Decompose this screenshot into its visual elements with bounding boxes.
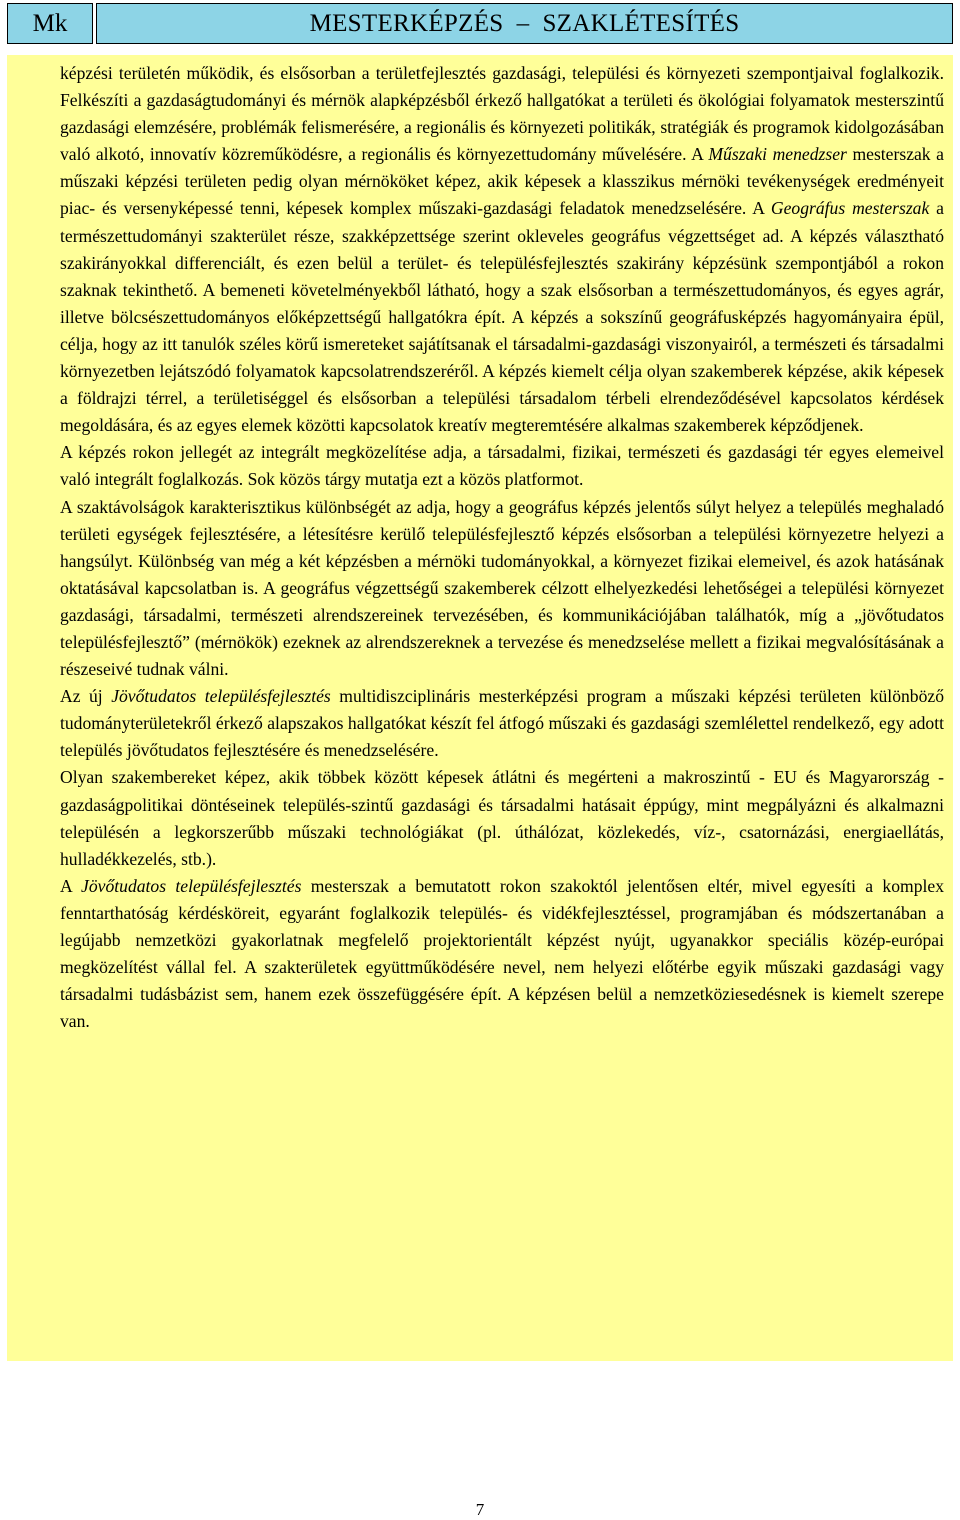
paragraph: [60, 494, 944, 684]
text-run: Olyan szakembereket képez, akik többek között képesek átlátni és megérteni a makroszintű - EU és Magyarország - gazdaságpolitikai döntéseinek település-szintű gazdasági és társadalmi hatásait éppúgy, mint megpályázni és alkalmazni településén a legkorszerűbb műszaki technológiákat (pl. úthálózat, közlekedés, víz-, csatornázási, energiaellátás, hulladékkezelés, stb.).: [60, 767, 944, 869]
text-run: A képzés rokon jellegét az integrált megközelítése adja, a társadalmi, fizikai, természeti és gazdasági tér egyes elemeivel való integrált foglalkozás. Sok közös tárgy mutatja ezt a közös platformot.: [60, 442, 944, 490]
text-run: mesterszak a bemutatott rokon szakoktól jelentősen eltér, mivel egyesíti a komplex fenntarthatóság kérdésköreit, egyaránt foglalkozik település- és vidékfejlesztéssel, programjában és módszertanában a legújabb nemzetközi gyakorlatnak megfelelő projektorientált képzést nyújt, ugyanakkor speciális közép-európai megközelítést vállal fel. A szakterületek együttműködésére nevel, nem helyezi előtérbe egyik műszaki gazdasági vagy társadalmi tudásbázist sem, hanem ezek összefüggésére épít. A képzésen belül a nemzetköziesedésnek is kiemelt szerepe van.: [60, 875, 944, 1032]
paragraph: [60, 439, 944, 493]
italic-term: Műszaki menedzser: [708, 144, 847, 165]
paragraph: [60, 60, 944, 439]
highlighted-content-area: [7, 55, 953, 1361]
italic-term: Jövőtudatos településfejlesztés: [111, 686, 331, 707]
text-run: A: [60, 875, 82, 896]
paragraph: [60, 873, 944, 1036]
text-run: a természettudományi szakterület része, szakképzettsége szerint okleveles geográfus végzettséget ad. A képzés választható szakirányokkal differenciált, és ezen belül a terület- és településfejlesztés szakirány képzésünk szempontjából a rokon szaknak tekinthető. A bemeneti követelményekből látható, hogy a szak elsősorban a természettudományos, és egyes agrár, illetve bölcsészettudományos előképzettségű hallgatókra épít. A képzés a sokszínű geográfusképzés hagyományaira épül, célja, hogy az itt tanulók széles körű ismereteket sajátítsanak el társadalmi-gazdasági viszonyairól, a természeti és társadalmi környezetben lejátszódó folyamatok kapcsolatrendszeréről. A képzés kiemelt célja olyan szakemberek képzése, akik képesek a földrajzi térrel, a területiséggel és elsősorban a települési társadalom térbeli elrendeződésével kapcsolatos kérdések megoldására, és az egyes elemek közötti kapcsolatok kreatív megteremtésére alkalmas szakemberek képződjenek.: [60, 198, 944, 436]
header-code-box: Mk: [7, 3, 93, 44]
text-run: mesterszak a műszaki képzési területen pedig olyan mérnököket képez, akik képesek a klasszikus mérnöki tevékenységek eredményeit piac- és versenyképessé tenni, képesek komplex műszaki-gazdasági feladatok menedzselésére. A: [60, 144, 944, 219]
italic-term: Geográfus mesterszak: [770, 198, 930, 219]
text-run: multidiszciplináris mesterképzési program a műszaki képzési területen különböző tudományterületekről érkező alapszakos hallgatókat készít fel átfogó műszaki és gazdasági szemlélettel rendelkező, egy adott település jövőtudatos fejlesztésére és menedzselésére.: [60, 686, 944, 761]
body-text: [60, 60, 944, 1035]
paragraph: [60, 683, 944, 764]
text-run: A szaktávolságok karakterisztikus különbségét az adja, hogy a geográfus képzés jelentős súlyt helyez a település meghaladó területi egységek fejlesztésére, a létesítésre kerülő településfejlesztő képzés elsősorban a települési környezetre helyezi a hangsúlyt. Különbség van még a két képzésben a mérnöki tudományokkal, a környezet fizikai elemeivel, és azok hatásának oktatásával kapcsolatban is. A geográfus végzettségű szakemberek célzott elhelyezkedési lehetőségei a települési környezet gazdasági, társadalmi, természeti alrendszereinek tervezésében, és kommunikációjában találhatók, míg a „jövőtudatos településfejlesztő” (mérnökök) ezeknek az alrendszereknek a tervezése és menedzselése mellett a fizikai megvalósításának a részeseivé tudnak válni.: [60, 496, 944, 680]
page-header: [7, 3, 953, 44]
text-run: képzési területén működik, és elsősorban a területfejlesztés gazdasági, települési és környezeti szempontjaival foglalkozik. Felkészíti a gazdaságtudományi és mérnök alapképzésből érkező hallgatókat a területi és ökológiai folyamatok mesterszintű gazdasági elemzésére, problémák felismerésére, a regionális és környezeti politikák, stratégiák és programok kidolgozásában való alkotó, innovatív közreműködésre, a regionális és környezettudomány művelésére. A: [60, 63, 944, 165]
paragraph: [60, 764, 944, 872]
header-title-box: MESTERKÉPZÉS – SZAKLÉTESÍTÉS: [96, 3, 953, 44]
page-number: 7: [475, 1500, 485, 1519]
text-run: Az új: [60, 686, 112, 707]
italic-term: Jövőtudatos településfejlesztés: [81, 875, 302, 896]
